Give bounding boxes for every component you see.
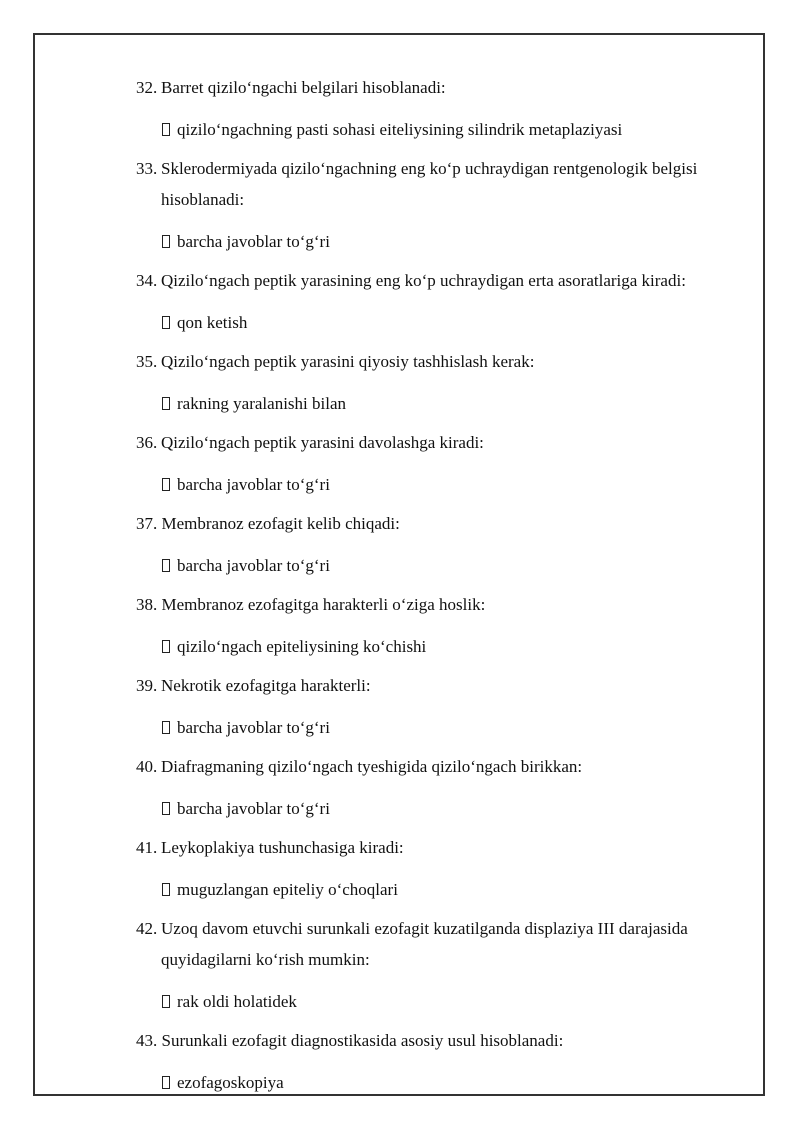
answer-text: qizilo‘ngach epiteliysining ko‘chishi xyxy=(177,637,427,656)
missing-glyph-box-icon xyxy=(162,123,170,136)
answer-text: rak oldi holatidek xyxy=(177,992,297,1011)
question-item xyxy=(136,265,756,296)
question-text: Leykoplakiya tushunchasiga kiradi: xyxy=(161,838,404,857)
answer-item xyxy=(162,114,756,145)
question-text: Uzoq davom etuvchi surunkali ezofagit kuzatilganda displaziya III darajasida quyidagilarni ko‘rish mumkin: xyxy=(161,919,688,969)
missing-glyph-box-icon xyxy=(162,397,170,410)
answer-item xyxy=(162,307,756,338)
question-text: Membranoz ezofagitga harakterli o‘ziga hoslik: xyxy=(161,595,486,614)
answer-text: barcha javoblar to‘g‘ri xyxy=(177,232,330,251)
question-text: Sklerodermiyada qizilo‘ngachning eng ko‘p uchraydigan rentgenologik belgisi hisoblanadi: xyxy=(161,159,698,209)
question-text: Nekrotik ezofagitga harakterli: xyxy=(161,676,371,695)
answer-item xyxy=(162,793,756,824)
answer-item xyxy=(162,226,756,257)
question-number: 38. xyxy=(136,595,162,614)
question-text: Qizilo‘ngach peptik yarasining eng ko‘p uchraydigan erta asoratlariga kiradi: xyxy=(161,271,686,290)
question-number: 39. xyxy=(136,676,158,695)
answer-text: barcha javoblar to‘g‘ri xyxy=(177,718,330,737)
question-number: 36. xyxy=(136,433,158,452)
answer-item xyxy=(162,550,756,581)
question-number: 32. xyxy=(136,78,158,97)
missing-glyph-box-icon xyxy=(162,802,170,815)
question-item xyxy=(136,751,756,782)
answer-item xyxy=(162,712,756,743)
question-text: Membranoz ezofagit kelib chiqadi: xyxy=(161,514,400,533)
missing-glyph-box-icon xyxy=(162,316,170,329)
question-item xyxy=(136,670,756,701)
question-number: 35. xyxy=(136,352,158,371)
question-number: 41. xyxy=(136,838,158,857)
answer-text: qon ketish xyxy=(177,313,248,332)
missing-glyph-box-icon xyxy=(162,1076,170,1089)
answer-item xyxy=(162,631,756,662)
question-number: 37. xyxy=(136,514,162,533)
question-text: Barret qizilo‘ngachi belgilari hisoblanadi: xyxy=(161,78,446,97)
answer-item xyxy=(162,388,756,419)
question-item xyxy=(136,153,756,215)
question-item xyxy=(136,346,756,377)
question-item xyxy=(136,427,756,458)
question-item xyxy=(136,72,756,103)
missing-glyph-box-icon xyxy=(162,559,170,572)
missing-glyph-box-icon xyxy=(162,883,170,896)
answer-text: barcha javoblar to‘g‘ri xyxy=(177,799,330,818)
question-text: Diafragmaning qizilo‘ngach tyeshigida qizilo‘ngach birikkan: xyxy=(161,757,583,776)
answer-text: rakning yaralanishi bilan xyxy=(177,394,347,413)
question-text: Surunkali ezofagit diagnostikasida asosiy usul hisoblanadi: xyxy=(161,1031,564,1050)
answer-text: barcha javoblar to‘g‘ri xyxy=(177,556,330,575)
answer-item xyxy=(162,469,756,500)
question-item xyxy=(136,1025,756,1056)
question-item xyxy=(136,589,756,620)
missing-glyph-box-icon xyxy=(162,721,170,734)
question-number: 34. xyxy=(136,271,158,290)
missing-glyph-box-icon xyxy=(162,478,170,491)
answer-text: qizilo‘ngachning pasti sohasi eiteliysining silindrik metaplaziyasi xyxy=(177,120,623,139)
question-text: Qizilo‘ngach peptik yarasini davolashga kiradi: xyxy=(161,433,484,452)
missing-glyph-box-icon xyxy=(162,235,170,248)
question-number: 43. xyxy=(136,1031,162,1050)
question-number: 40. xyxy=(136,757,158,776)
answer-text: barcha javoblar to‘g‘ri xyxy=(177,475,330,494)
answer-text: muguzlangan epiteliy o‘choqlari xyxy=(177,880,398,899)
answer-item xyxy=(162,874,756,905)
question-number: 42. xyxy=(136,919,158,938)
question-list xyxy=(136,72,756,1098)
answer-item xyxy=(162,986,756,1017)
question-item xyxy=(136,913,756,975)
missing-glyph-box-icon xyxy=(162,640,170,653)
answer-text: ezofagoskopiya xyxy=(177,1073,284,1092)
question-number: 33. xyxy=(136,159,158,178)
question-item xyxy=(136,832,756,863)
missing-glyph-box-icon xyxy=(162,995,170,1008)
question-item xyxy=(136,508,756,539)
answer-item xyxy=(162,1067,756,1098)
question-text: Qizilo‘ngach peptik yarasini qiyosiy tashhislash kerak: xyxy=(161,352,535,371)
